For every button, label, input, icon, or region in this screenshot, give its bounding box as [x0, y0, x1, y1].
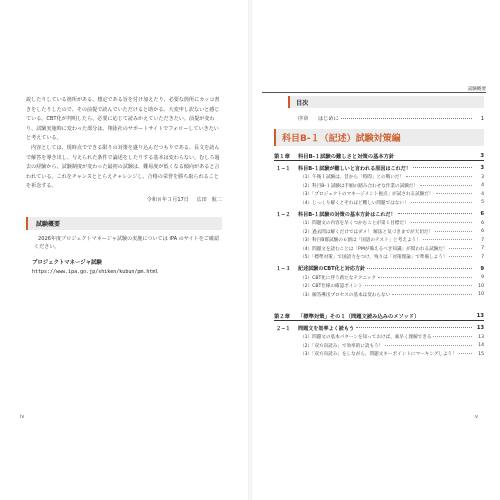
- toc-item: [274, 190, 484, 199]
- leader-dots: [436, 193, 472, 194]
- section-title: 問題文を効率よく読もう: [298, 325, 355, 332]
- signature-date: 令和８年３月17日: [146, 196, 189, 203]
- toc-item: [274, 342, 484, 351]
- leader-dots: [378, 277, 472, 278]
- item-title: （4）じっくり解くとそれほど難しい問題ではない！: [300, 200, 409, 206]
- leader-dots: [341, 118, 472, 119]
- right-page: [274, 96, 484, 359]
- signature-name: 広田 航二: [196, 196, 222, 203]
- item-page: 10: [478, 292, 484, 298]
- section-row: [274, 209, 484, 219]
- chapter-title: 科目B-１試験の難しさと対策の基本方針: [298, 153, 395, 160]
- leader-dots: [406, 176, 472, 177]
- item-page: 5: [481, 200, 484, 206]
- exam-overview-title: 試験概要: [36, 220, 61, 228]
- toc-item: [274, 253, 484, 262]
- item-page: 14: [478, 343, 484, 349]
- item-page: 3: [481, 174, 484, 180]
- leader-dots: [398, 213, 472, 214]
- section-number: １−１: [276, 165, 291, 172]
- item-title: （5）「標準対策」で国語力をつけ、残りは「対策理論」で準備しよう！: [300, 255, 448, 261]
- left-page: [26, 96, 222, 275]
- item-page: 10: [478, 283, 484, 289]
- item-page: 7: [481, 254, 484, 260]
- section-row: [274, 323, 484, 333]
- chapter-row: [274, 311, 484, 321]
- item-title: （3）科目B群試験の６割は「国語のテスト」と考えよう！: [300, 238, 421, 244]
- item-title: （3）「プロジェクトのマネージメント視点」が試される試験だ！: [300, 192, 434, 198]
- item-title: （2）科目B-１試験は手順の踏み合わせな作業の試験だ！: [300, 183, 418, 189]
- preface-paragraph-1: 説したりしている箇所がある。想定である旨を付け加えたり、必要な箇所にカッコ書きをしたりしたので、その前提で読んでいただけると助かる。大変申し訳ないと感じている。CBT化が判明したら、必要に応じて読みかえていただきたい。前提が変わり、試験実施時に変わった部分は、翔泳社のサポートサイトでフォローしていきたいと考えている。: [26, 97, 220, 142]
- prelim-page: 1: [480, 115, 484, 122]
- toc-item: [274, 182, 484, 191]
- toc-item: [274, 199, 484, 208]
- item-page: 6: [481, 220, 484, 226]
- leader-dots: [411, 202, 472, 203]
- item-title: （2）過去問は解くだけではダメ！ 解法と気づきまでが大切だ！: [300, 229, 434, 235]
- preface-body: [26, 96, 222, 192]
- part-title: 科目B-１（記述）試験対策編: [282, 134, 401, 144]
- exam-overview-heading: [26, 217, 222, 230]
- item-page: 4: [481, 191, 484, 197]
- book-gutter: [248, 0, 252, 500]
- running-head-rule: [262, 92, 486, 93]
- item-page: 9: [481, 275, 484, 281]
- item-title: （3）解答導出プロセスの基本は変わらない: [300, 292, 391, 298]
- section-page: 13: [476, 325, 484, 331]
- item-title: （2）CBT仕様の確認ポイント: [300, 284, 363, 290]
- toc-title: 目次: [296, 99, 309, 107]
- chapter-page: 3: [480, 152, 484, 159]
- item-title: （1）CBT化に伴う新たなテクニック: [300, 275, 376, 281]
- resource-title: プロジェクトマネージャ試験: [32, 259, 102, 266]
- leader-dots: [433, 336, 472, 337]
- item-page: 13: [478, 334, 484, 340]
- item-page: 6: [481, 229, 484, 235]
- item-title: （1）問題文の基本パターンを知っておけば、素早く理解できる: [300, 335, 432, 341]
- toc-item: [274, 228, 484, 237]
- leader-dots: [449, 248, 472, 249]
- section-title: 科目B-１試験が難しいと言われる原因はこれだ！: [298, 165, 411, 172]
- item-title: （4）問題文を読むことは「PMが備えるべき知識」が問われる試験だ！: [300, 246, 448, 252]
- exam-overview-note: 2026年度プロジェクトマネージャ試験の実施については IPA のサイトをご確認ください。: [34, 235, 220, 251]
- chapter-title: 「標準対策」その１（問題文読み込みのメソッド）: [298, 313, 420, 320]
- leader-dots: [385, 345, 472, 346]
- leader-dots: [413, 167, 472, 168]
- section-title: 記述試験のCBT化と対応方針: [298, 266, 366, 272]
- item-page: 15: [478, 351, 484, 357]
- toc-item: [274, 274, 484, 283]
- leader-dots: [367, 268, 472, 269]
- leader-dots: [435, 231, 472, 232]
- left-page-number: iv: [20, 414, 25, 420]
- leader-dots: [459, 353, 472, 354]
- toc-chapter-1: [274, 151, 484, 299]
- item-page: 7: [481, 246, 484, 252]
- toc-item: [274, 291, 484, 300]
- item-page: 7: [481, 237, 484, 243]
- leader-dots: [365, 285, 472, 286]
- section-row: [274, 264, 484, 274]
- item-title: （1）問題文の内容を早くつかむことが第１目標だ！: [300, 221, 409, 227]
- prelim-title: はじめに: [318, 116, 339, 122]
- section-number: １−３: [276, 266, 291, 272]
- running-head: 試験概要: [467, 87, 486, 92]
- right-page-number: v: [475, 414, 478, 420]
- item-page: 4: [481, 183, 484, 189]
- toc-item: [274, 173, 484, 182]
- chapter-number: 第１章: [274, 153, 290, 160]
- toc-item: [274, 245, 484, 254]
- leader-dots: [356, 327, 472, 328]
- part-banner: [274, 129, 484, 146]
- section-page: 9: [480, 265, 484, 272]
- toc-item: [274, 350, 484, 359]
- section-number: ２−１: [276, 325, 291, 332]
- resource-url: https://www.ipa.go.jp/shiken/kubun/pm.html: [32, 268, 159, 275]
- item-title: （3）「双方向読み」をしながら、問題文キーポイントにマーキングしよう！: [300, 352, 457, 358]
- toc-prelim-row: [274, 115, 484, 122]
- section-title: 科目B-１試験の対策の基本方針はこれだ！: [298, 211, 396, 218]
- prelim-chapter: 序章: [298, 116, 309, 122]
- toc-heading: [288, 96, 484, 108]
- section-row: [274, 163, 484, 173]
- chapter-page: 13: [476, 312, 484, 319]
- section-number: １−２: [276, 211, 291, 218]
- leader-dots: [449, 256, 472, 257]
- item-title: （2）「双方向読み」で効率的に読もう！: [300, 343, 384, 349]
- section-page: 6: [480, 211, 484, 217]
- leader-dots: [411, 222, 472, 223]
- section-page: 3: [480, 165, 484, 171]
- toc-chapter-2: [274, 311, 484, 359]
- preface-signature: [26, 196, 222, 203]
- preface-paragraph-2: 内容としては、現時点でできる限りの対策を盛り込んだつもりである。長文を読んで解答を導き出し、与えられた条件で論述をしたりする基本は変わらない。むしろ過去の経験から、試験制度が変わった最初の試験は、難易度が低くなる傾向があると言われている。これをチャンスととらえチャレンジし、合格の栄誉を勝ち取られることを祈念する。: [26, 144, 220, 190]
- item-title: （1）午後１試験は、昔から「時間」との戦いだ！: [300, 175, 404, 181]
- toc-item: [274, 282, 484, 291]
- leader-dots: [420, 185, 472, 186]
- toc-item: [274, 236, 484, 245]
- chapter-row: [274, 151, 484, 161]
- chapter-number: 第２章: [274, 313, 290, 320]
- leader-dots: [392, 294, 472, 295]
- toc-item: [274, 333, 484, 342]
- toc-item: [274, 219, 484, 228]
- leader-dots: [423, 239, 472, 240]
